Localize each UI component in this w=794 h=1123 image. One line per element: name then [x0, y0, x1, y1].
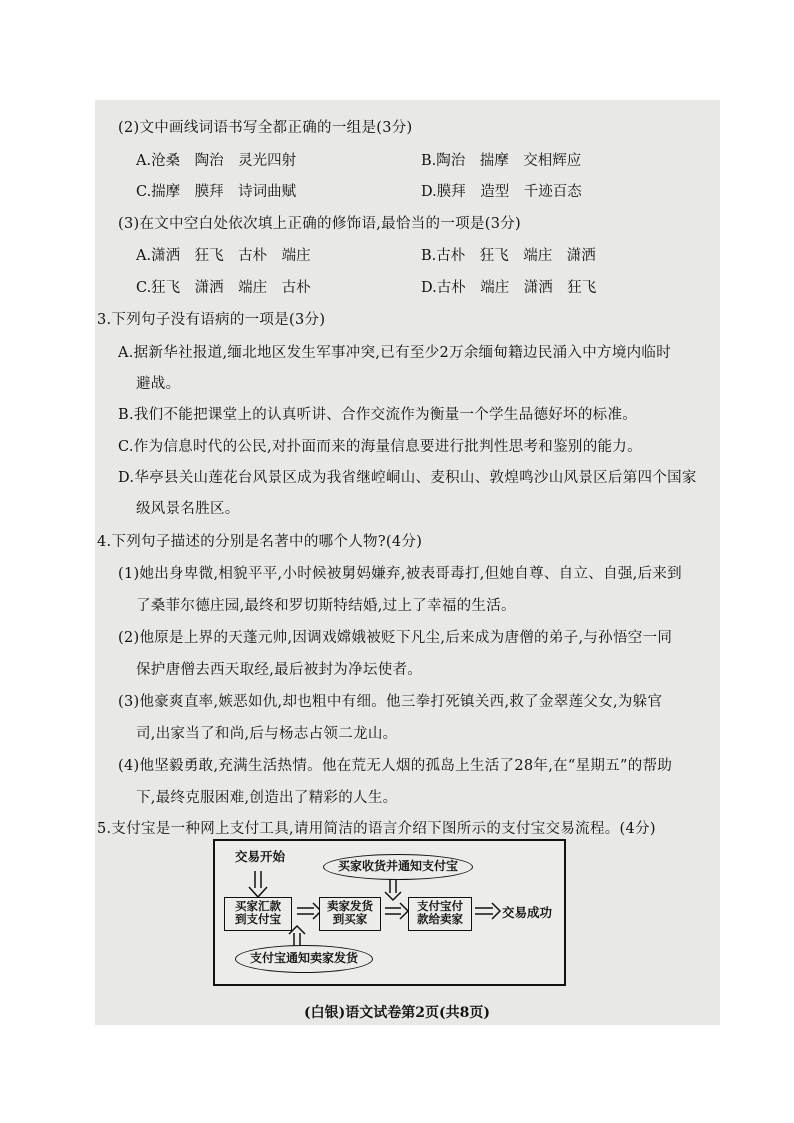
alipay-notify-label: 支付宝通知卖家发货 — [249, 951, 358, 965]
option-a: A.据新华社报道,缅北地区发生军事冲突,已有至少2万余缅甸籍边民涌入中方境内临时 — [118, 345, 672, 361]
question-4-stem: 4.下列句子描述的分别是名著中的哪个人物?(4分) — [97, 534, 423, 550]
buyer-confirm-label: 买家收货并通知支付宝 — [337, 859, 458, 873]
step-seller-ships-line2: 到买家 — [332, 912, 368, 926]
option-b: B.陶治 揣摩 交相辉应 — [421, 153, 582, 169]
option-c: C.狂飞 潇洒 端庄 古朴 — [136, 280, 311, 296]
flow-arrow-1 — [297, 908, 314, 914]
sub-question-2-stem: (2)文中画线词语书写全都正确的一组是(3分) — [118, 120, 413, 136]
item-3: (3)他豪爽直率,嫉恶如仇,却也粗中有细。他三拳打死镇关西,救了金翠莲父女,为躲官 — [118, 694, 663, 710]
step-seller-ships — [319, 897, 381, 931]
sub-question-3-stem: (3)在文中空白处依次填上正确的修饰语,最恰当的一项是(3分) — [118, 216, 521, 232]
item-2-continued: 保护唐僧去西天取经,最后被封为净坛使者。 — [136, 662, 423, 678]
step-buyer-pays — [224, 897, 292, 931]
step-alipay-pays-seller-line2: 款给卖家 — [417, 912, 463, 926]
flow-arrow-3 — [475, 908, 493, 914]
item-2: (2)他原是上界的天蓬元帅,因调戏嫦娥被贬下凡尘,后来成为唐僧的弟子,与孙悟空一同 — [118, 630, 673, 646]
option-d: D.华亭县关山莲花台风景区成为我省继崆峒山、麦积山、敦煌鸣沙山风景区后第四个国家 — [118, 470, 697, 486]
question-3-stem: 3.下列句子没有语病的一项是(3分) — [97, 312, 326, 328]
page-footer: (白银)语文试卷第2页(共8页) — [304, 1005, 490, 1021]
item-1-continued: 了桑菲尔德庄园,最终和罗切斯特结婚,过上了幸福的生活。 — [136, 598, 516, 614]
option-b: B.古朴 狂飞 端庄 潇洒 — [421, 248, 596, 264]
option-d-continued: 级风景名胜区。 — [136, 501, 240, 517]
option-d: D.古朴 端庄 潇洒 狂飞 — [421, 280, 597, 296]
question-5-stem: 5.支付宝是一种网上支付工具,请用简洁的语言介绍下图所示的支付宝交易流程。(4分) — [97, 821, 656, 837]
option-a-continued: 避战。 — [136, 376, 181, 392]
step-alipay-pays-seller-line1: 支付宝付 — [417, 899, 463, 913]
option-a: A.沧桑 陶治 灵光四射 — [136, 153, 297, 169]
flow-start-label: 交易开始 — [235, 849, 286, 864]
option-d: D.膜拜 造型 千迹百态 — [421, 184, 582, 200]
option-a: A.潇洒 狂飞 古朴 端庄 — [136, 248, 311, 264]
step-alipay-pays-seller — [408, 897, 472, 931]
item-3-continued: 司,出家当了和尚,后与杨志占领二龙山。 — [136, 726, 398, 742]
option-c: C.揣摩 膜拜 诗词曲赋 — [136, 184, 297, 200]
alipay-notify-oval — [235, 945, 373, 973]
step-buyer-pays-line1: 买家汇款 — [235, 899, 281, 913]
item-1: (1)她出身卑微,相貌平平,小时候被舅妈嫌弃,被表哥毒打,但她自尊、自立、自强,后来到 — [118, 566, 682, 582]
item-4: (4)他坚毅勇敢,充满生活热情。他在荒无人烟的孤岛上生活了28年,在“星期五”的帮助 — [118, 758, 673, 774]
option-b: B.我们不能把课堂上的认真听讲、合作交流作为衡量一个学生品德好坏的标准。 — [118, 407, 638, 423]
option-c: C.作为信息时代的公民,对扑面而来的海量信息要进行批判性思考和鉴别的能力。 — [118, 439, 642, 455]
start-arrow — [255, 871, 261, 888]
buyer-confirm-oval — [323, 854, 473, 880]
alipay-flow-diagram — [213, 839, 566, 986]
step-seller-ships-line1: 卖家发货 — [327, 899, 373, 913]
flow-end-label: 交易成功 — [502, 905, 553, 920]
flow-arrow-2 — [385, 908, 401, 914]
item-4-continued: 下,最终克服困难,创造出了精彩的人生。 — [136, 790, 398, 806]
oval-top-arrow — [390, 879, 396, 893]
step-buyer-pays-line2: 到支付宝 — [235, 912, 281, 926]
